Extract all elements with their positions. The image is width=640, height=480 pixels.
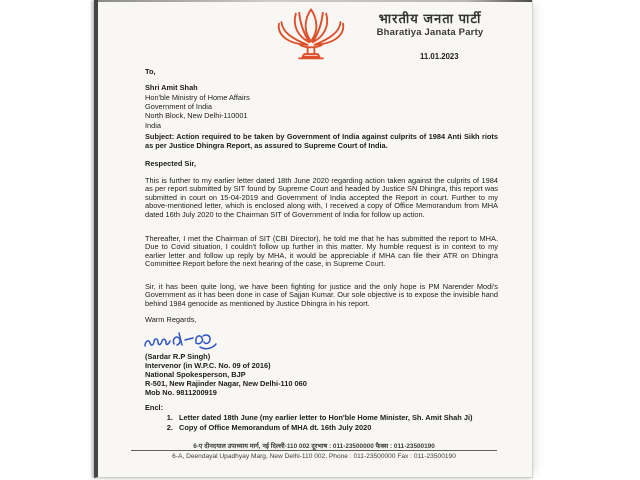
recipient-address-line: Government of India — [145, 102, 212, 112]
signatory-line: Mob No. 9811200919 — [145, 388, 217, 398]
recipient-salutation: To, — [145, 67, 156, 76]
body-paragraph-3: Sir, it has been quite long, we have been fighting for justice and the only hope is PM Narender Modi's Government as it has been done in case of Sajjan Kumar. Our sole objective is to expose the invisible hand behind 1984 genocide as mentioned by Justice Dhingra in his report. — [145, 282, 498, 308]
bjp-lotus-icon — [268, 6, 354, 60]
signatory-line: Intervenor (in W.P.C. No. 09 of 2016) — [145, 361, 271, 371]
body-paragraph-2: Thereafter, I met the Chairman of SIT (CBI Director), he told me that he has submitted the report to MHA. Due to Covid situation, I couldn't follow up further in this matter. My humble request is in context to my earlier letter and follow up reply by MHA, it would be appreciable if MHA can file their ATR on Dhingra Committee Report before the next hearing of the case, in Supreme Court. — [145, 234, 498, 269]
enclosures-label: Encl: — [145, 403, 164, 412]
signatory-block — [145, 352, 498, 397]
letter-page — [94, 0, 533, 478]
footer-address-english: 6-A, Deendayal Upadhyay Marg, New Delhi-110 002, Phone : 011-23500000 Fax : 011-23500190 — [172, 452, 456, 460]
recipient-address-line: India — [145, 120, 162, 130]
enclosures-list — [158, 413, 520, 432]
party-name-block — [360, 11, 500, 38]
recipient-address-line: North Block, New Delhi-110001 — [145, 111, 248, 121]
footer-divider — [131, 450, 497, 451]
footer-address-hindi: 6-ए दीनदयाल उपाध्याय मार्ग, नई दिल्ली-110 002 दूरभाष : 011-23500000 फैक्स : 011-23500190 — [193, 443, 435, 450]
enclosure-item: 1. Letter dated 18th June (my earlier letter to Hon'ble Home Minister, Sh. Amit Shah Ji) — [175, 413, 520, 423]
signatory-line: National Spokesperson, BJP — [145, 370, 246, 380]
party-name-hindi: भारतीय जनता पार्टी — [378, 11, 482, 26]
subject-line: Subject: Action required to be taken by Government of India against culprits of 1984 Anti Sikh riots as per Justice Dhingra Report, as assured to Supreme Court of India. — [145, 132, 498, 151]
letter-date: 11.01.2023 — [420, 52, 459, 61]
valediction: Warm Regards, — [145, 315, 197, 324]
recipient-name: Shri Amit Shah — [145, 83, 198, 92]
enclosure-item: 2. Copy of Office Memorandum of MHA dt. 16th July 2020 — [175, 423, 520, 433]
body-paragraph-1: This is further to my earlier letter dated 18th June 2020 regarding action taken against the culprits of 1984 as per report submitted by SIT found by Supreme Court and headed by Justice SN Dhingra, this report was submitted in court on 15-04-2019 and Government of India accepted the Report in court. Further to my above-mentioned letter, which is enclosed along with, I received a copy of Office Memorandum from MHA dated 16th July 2020 to the Chairman SIT of Government of India for follow up action. — [145, 176, 498, 219]
party-name-english: Bharatiya Janata Party — [376, 27, 484, 38]
recipient-address — [145, 93, 498, 130]
greeting: Respected Sir, — [145, 159, 196, 168]
signatory-line: R-501, New Rajinder Nagar, New Delhi-110 060 — [145, 379, 307, 389]
recipient-address-line: Hon'ble Ministry of Home Affairs — [145, 93, 250, 102]
signatory-name: (Sardar R.P Singh) — [145, 352, 211, 361]
